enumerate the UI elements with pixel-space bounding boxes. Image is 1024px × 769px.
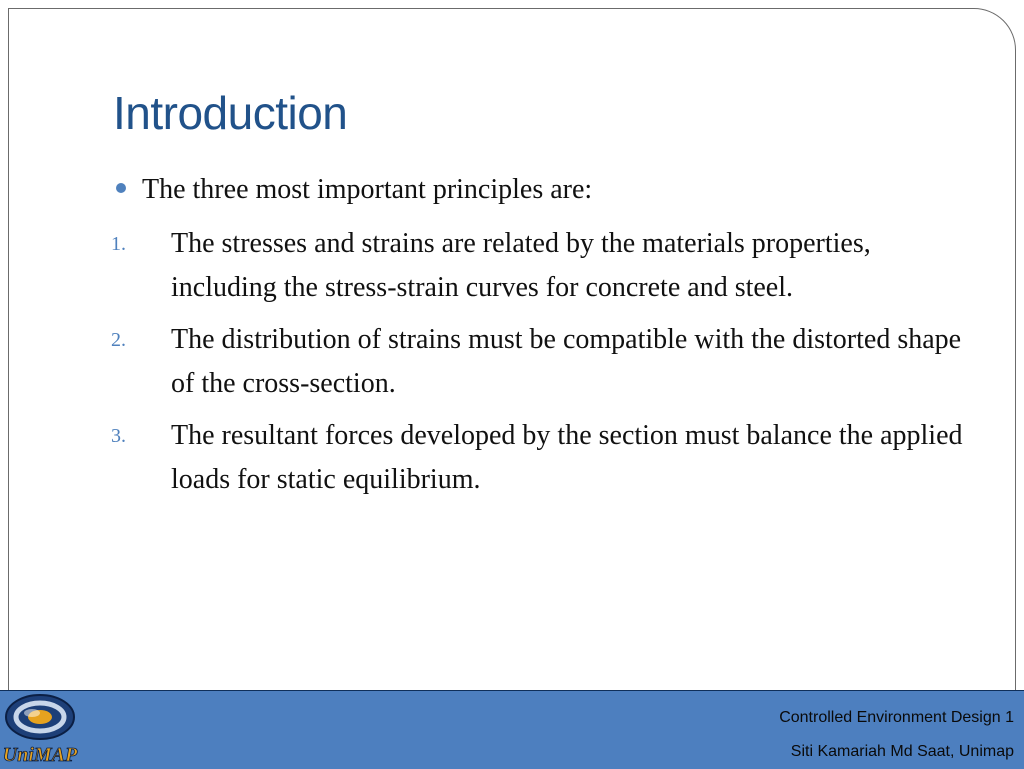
slide-title: Introduction [113,87,348,139]
list-item [111,414,981,502]
principles-list [111,222,981,510]
list-item-text: The distribution of strains must be compatible with the distorted shape of the cross-section. [171,324,962,399]
logo-text: UniMAP [2,744,78,766]
list-item [111,318,981,406]
footer-author: Siti Kamariah Md Saat, Unimap [790,743,1014,760]
intro-bullet [116,170,592,210]
list-number: 2. [111,329,126,351]
intro-bullet-text: The three most important principles are: [142,174,593,205]
list-item-text: The resultant forces developed by the section must balance the applied loads for static equilibrium. [171,420,963,495]
list-item-text: The stresses and strains are related by the materials properties, including the stress-strain curves for concrete and steel. [171,228,871,303]
unimap-logo-icon [2,691,78,767]
list-number: 3. [111,425,126,447]
footer-course: Controlled Environment Design 1 [779,709,1014,726]
list-item [111,222,981,310]
slide-footer [0,690,1024,769]
bullet-dot-icon [116,183,126,193]
list-number: 1. [111,233,126,255]
